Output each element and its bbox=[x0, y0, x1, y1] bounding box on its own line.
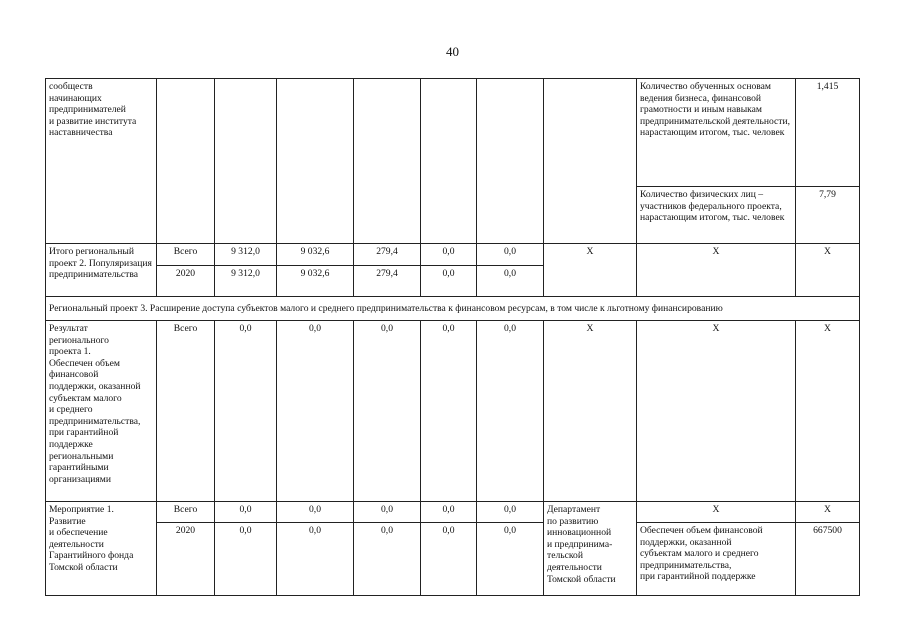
total-cell: 0,0 bbox=[215, 502, 277, 523]
local-budget-cell: 0,0 bbox=[421, 321, 477, 502]
regional-budget-cell bbox=[354, 79, 421, 244]
page-number: 40 bbox=[446, 44, 459, 59]
period-cell: Всего bbox=[157, 244, 215, 266]
extra-budget-cell: 0,0 bbox=[477, 321, 544, 502]
table-row bbox=[46, 321, 860, 502]
extra-budget-cell: 0,0 bbox=[477, 523, 544, 596]
executor-cell bbox=[544, 79, 637, 244]
executor-cell: Департамент по развитию инновационной и предпринима- тельской деятельности Томской области bbox=[544, 502, 637, 596]
period-cell: 2020 bbox=[157, 266, 215, 297]
activity-name-cell: Итого региональный проект 2. Популяризация предпринимательства bbox=[46, 244, 157, 297]
activity-name-cell: сообществ начинающих предпринимателей и развитие института наставничества bbox=[46, 79, 157, 244]
regional-budget-cell: 279,4 bbox=[354, 266, 421, 297]
extra-budget-cell: 0,0 bbox=[477, 244, 544, 266]
indicator-cell: Количество физических лиц – участников федерального проекта, нарастающим итогом, тыс. человек bbox=[637, 187, 796, 244]
extra-budget-cell: 0,0 bbox=[477, 266, 544, 297]
federal-budget-cell: 9 032,6 bbox=[277, 266, 354, 297]
table-row bbox=[46, 79, 860, 187]
period-cell: 2020 bbox=[157, 523, 215, 596]
regional-budget-cell: 279,4 bbox=[354, 244, 421, 266]
indicator-value-cell: 1,415 bbox=[796, 79, 860, 187]
section-title-row bbox=[46, 297, 860, 321]
local-budget-cell: 0,0 bbox=[421, 523, 477, 596]
local-budget-cell: 0,0 bbox=[421, 266, 477, 297]
indicator-value-cell: Х bbox=[796, 244, 860, 297]
total-cell: 0,0 bbox=[215, 523, 277, 596]
table-row bbox=[46, 502, 860, 523]
total-cell bbox=[215, 79, 277, 244]
regional-budget-cell: 0,0 bbox=[354, 502, 421, 523]
executor-cell: Х bbox=[544, 321, 637, 502]
table-row bbox=[46, 523, 860, 596]
program-table bbox=[45, 78, 860, 596]
period-cell: Всего bbox=[157, 502, 215, 523]
federal-budget-cell bbox=[277, 79, 354, 244]
local-budget-cell bbox=[421, 79, 477, 244]
section-title: Региональный проект 3. Расширение доступа субъектов малого и среднего предпринимательства к финансовом ресурсам, в том числе к льготному финансированию bbox=[46, 297, 860, 321]
indicator-value-cell: 7,79 bbox=[796, 187, 860, 244]
indicator-cell: Количество обученных основам ведения бизнеса, финансовой грамотности и иным навыкам предпринимательской деятельности, нарастающим итогом, тыс. человек bbox=[637, 79, 796, 187]
indicator-cell: Обеспечен объем финансовой поддержки, оказанной субъектам малого и среднего предпринимательства, при гарантийной поддержке bbox=[637, 523, 796, 596]
indicator-value-cell: Х bbox=[796, 321, 860, 502]
indicator-cell: Х bbox=[637, 244, 796, 297]
period-cell: Всего bbox=[157, 321, 215, 502]
federal-budget-cell: 0,0 bbox=[277, 321, 354, 502]
indicator-cell: Х bbox=[637, 321, 796, 502]
table-row bbox=[46, 244, 860, 266]
extra-budget-cell: 0,0 bbox=[477, 502, 544, 523]
indicator-value-cell: 667500 bbox=[796, 523, 860, 596]
federal-budget-cell: 0,0 bbox=[277, 523, 354, 596]
local-budget-cell: 0,0 bbox=[421, 502, 477, 523]
federal-budget-cell: 9 032,6 bbox=[277, 244, 354, 266]
activity-name-cell: Результат регионального проекта 1. Обеспечен объем финансовой поддержки, оказанной субъектам малого и среднего предпринимательства, при гарантийной поддержке региональными гарантийными организациями bbox=[46, 321, 157, 502]
total-cell: 0,0 bbox=[215, 321, 277, 502]
extra-budget-cell bbox=[477, 79, 544, 244]
federal-budget-cell: 0,0 bbox=[277, 502, 354, 523]
regional-budget-cell: 0,0 bbox=[354, 321, 421, 502]
regional-budget-cell: 0,0 bbox=[354, 523, 421, 596]
executor-cell: Х bbox=[544, 244, 637, 297]
total-cell: 9 312,0 bbox=[215, 244, 277, 266]
indicator-value-cell: Х bbox=[796, 502, 860, 523]
total-cell: 9 312,0 bbox=[215, 266, 277, 297]
local-budget-cell: 0,0 bbox=[421, 244, 477, 266]
indicator-cell: Х bbox=[637, 502, 796, 523]
period-cell bbox=[157, 79, 215, 244]
activity-name-cell: Мероприятие 1. Развитие и обеспечение деятельности Гарантийного фонда Томской области bbox=[46, 502, 157, 596]
